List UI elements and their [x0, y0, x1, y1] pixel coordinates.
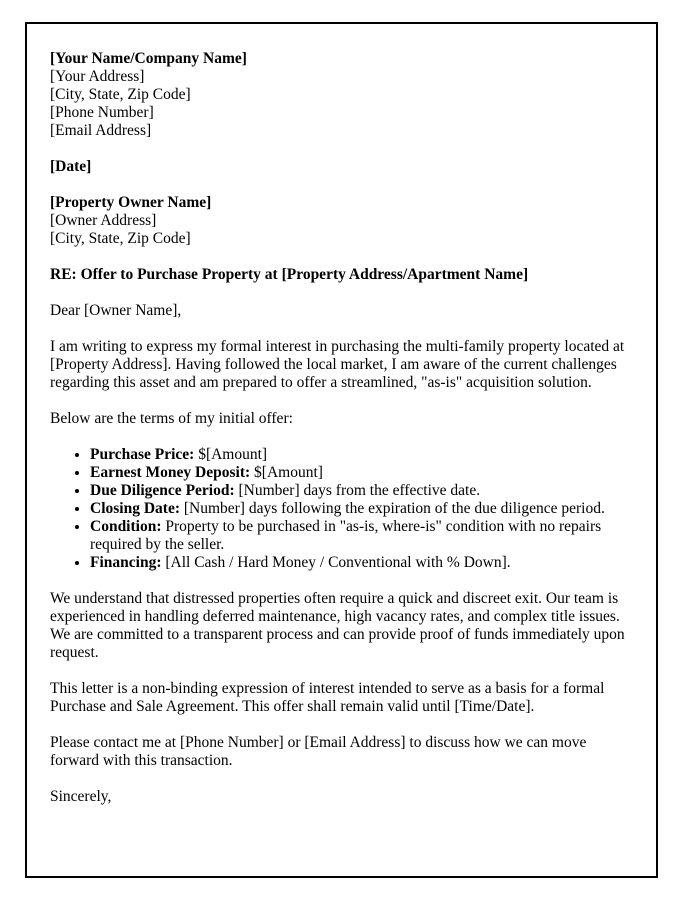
term-label: Due Diligence Period:: [90, 482, 235, 499]
term-label: Condition:: [90, 518, 162, 535]
recipient-name: [Property Owner Name]: [50, 194, 212, 211]
sender-city-state-zip: [City, State, Zip Code]: [50, 86, 191, 103]
letter-date: [Date]: [50, 158, 92, 175]
sender-phone: [Phone Number]: [50, 104, 154, 121]
paragraph-intro: I am writing to express my formal interest in purchasing the multi-family property located at [Property Address]. Having followed the local market, I am aware of the current challenges regarding this asset and am prepared to offer a streamlined, "as-is" acquisition solution.: [50, 338, 625, 391]
term-value: Property to be purchased in "as-is, where-is" condition with no repairs required by the seller.: [90, 518, 602, 553]
terms-list: [50, 446, 630, 572]
sender-email: [Email Address]: [50, 122, 152, 139]
term-item-earnest-money: [90, 464, 630, 482]
paragraph-terms-intro: Below are the terms of my initial offer:: [50, 410, 293, 427]
paragraph-contact: Please contact me at [Phone Number] or [Email Address] to discuss how we can move forward with this transaction.: [50, 734, 587, 769]
term-value: $[Amount]: [194, 446, 268, 463]
term-label: Purchase Price:: [90, 446, 195, 463]
term-item-purchase-price: [90, 446, 630, 464]
term-item-due-diligence: [90, 482, 630, 500]
term-value: $[Amount]: [250, 464, 323, 481]
sender-address: [Your Address]: [50, 68, 145, 85]
sender-name: [Your Name/Company Name]: [50, 50, 247, 67]
term-item-closing-date: [90, 500, 630, 518]
salutation: Dear [Owner Name],: [50, 302, 182, 319]
signoff: Sincerely,: [50, 788, 112, 805]
term-label: Earnest Money Deposit:: [90, 464, 251, 481]
date-block: [50, 158, 630, 176]
term-value: [Number] days following the expiration of the due diligence period.: [179, 500, 605, 517]
term-label: Closing Date:: [90, 500, 180, 517]
letter-page: [25, 22, 658, 878]
term-value: [Number] days from the effective date.: [234, 482, 481, 499]
paragraph-understanding: We understand that distressed properties often require a quick and discreet exit. Our team is experienced in handling deferred maintenance, high vacancy rates, and complex title issues. We are committed to a transparent process and can provide proof of funds immediately upon request.: [50, 590, 625, 661]
subject-line: RE: Offer to Purchase Property at [Property Address/Apartment Name]: [50, 266, 529, 283]
recipient-block: [50, 194, 630, 248]
sender-block: [50, 50, 630, 140]
term-item-condition: [90, 518, 630, 554]
recipient-city-state-zip: [City, State, Zip Code]: [50, 230, 191, 247]
term-item-financing: [90, 554, 630, 572]
paragraph-non-binding: This letter is a non-binding expression of interest intended to serve as a basis for a formal Purchase and Sale Agreement. This offer shall remain valid until [Time/Date].: [50, 680, 605, 715]
term-label: Financing:: [90, 554, 162, 571]
term-value: [All Cash / Hard Money / Conventional with % Down].: [161, 554, 511, 571]
recipient-address: [Owner Address]: [50, 212, 157, 229]
